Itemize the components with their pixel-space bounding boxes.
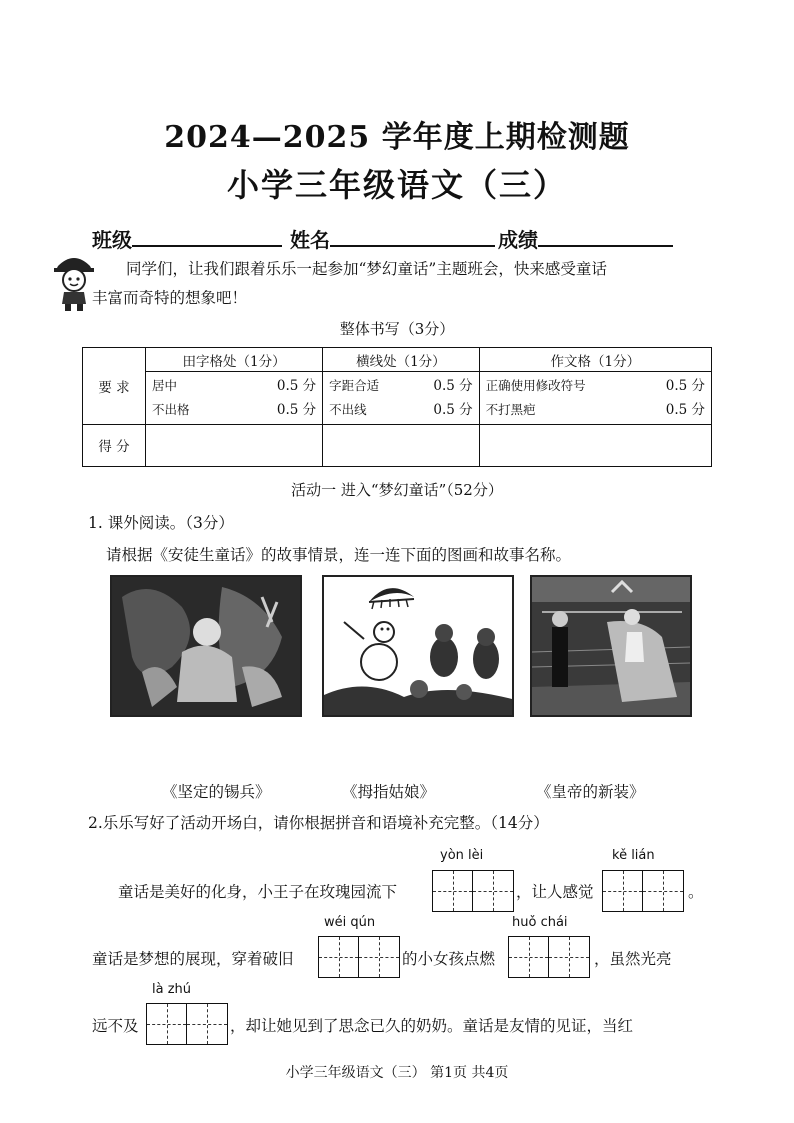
row-label-score: 得 分 xyxy=(83,424,146,466)
score-cell-line[interactable] xyxy=(323,424,480,466)
score-field xyxy=(498,224,673,253)
tianzige-lazhu[interactable] xyxy=(146,1003,228,1045)
pinyin-huochai: huǒ chái xyxy=(512,915,568,930)
intro-text-2: 丰富而奇特的想象吧！ xyxy=(92,289,248,307)
criteria-composition: 正确使用修改符号 0.5 分 不打黑疤 0.5 分 xyxy=(479,372,711,424)
score-cell-grid[interactable] xyxy=(146,424,323,466)
illustration-thumbelina[interactable] xyxy=(322,575,514,717)
writing-section-title: 整体书写（3分） xyxy=(339,320,455,338)
activity-one-title: 活动一 进入“梦幻童话”（52分） xyxy=(291,481,503,499)
writing-score-table xyxy=(82,347,712,467)
tianzige-weiqun[interactable] xyxy=(318,936,400,978)
class-label: 班级 xyxy=(92,228,132,252)
line-1-end: 。 xyxy=(688,883,704,901)
column-header-line: 横线处（1分） xyxy=(323,348,480,372)
page-footer: 小学三年级语文（三） 第1页 共4页 xyxy=(285,1065,509,1081)
intro-text: 同学们，让我们跟着乐乐一起参加“梦幻童话”主题班会，快来感受童话 xyxy=(126,260,607,278)
line-3-text-a: 远不及 xyxy=(92,1017,139,1035)
pinyin-kelian: kě lián xyxy=(612,848,655,863)
illustration-emperor-new-clothes[interactable] xyxy=(530,575,692,717)
column-header-grid: 田字格处（1分） xyxy=(146,348,323,372)
score-label: 成绩 xyxy=(498,228,538,252)
class-field xyxy=(92,224,282,253)
tianzige-kelian[interactable] xyxy=(602,870,684,912)
story-name-thumbelina[interactable]: 《拇指姑娘》 xyxy=(342,783,436,801)
illustration-tin-soldier[interactable] xyxy=(110,575,302,717)
line-1-text-b: ，让人感觉 xyxy=(516,883,594,901)
line-2-text-a: 童话是梦想的展现，穿着破旧 xyxy=(92,950,294,968)
score-cell-composition[interactable] xyxy=(479,424,711,466)
question-1-title: 1. 课外阅读。（3分） xyxy=(88,514,234,532)
score-blank[interactable] xyxy=(538,227,673,247)
name-field xyxy=(290,224,495,253)
class-blank[interactable] xyxy=(132,227,282,247)
pinyin-lazhu: là zhú xyxy=(152,982,192,997)
column-header-composition: 作文格（1分） xyxy=(479,348,711,372)
name-label: 姓名 xyxy=(290,228,330,252)
line-2-text-c: ，虽然光亮 xyxy=(594,950,672,968)
criteria-line: 字距合适 0.5 分 不出线 0.5 分 xyxy=(323,372,480,424)
pinyin-weiqun: wéi qún xyxy=(324,915,376,930)
criteria-grid: 居中 0.5 分 不出格 0.5 分 xyxy=(146,372,323,424)
mascot-icon xyxy=(50,248,98,312)
exam-subtitle: 小学三年级语文（三） xyxy=(226,166,567,204)
tianzige-yanlei[interactable] xyxy=(432,870,514,912)
line-3-text-b: ，却让她见到了思念已久的奶奶。童话是友情的见证，当红 xyxy=(230,1017,634,1035)
story-name-tin-soldier[interactable]: 《坚定的锡兵》 xyxy=(162,783,271,801)
name-blank[interactable] xyxy=(330,227,495,247)
question-1-instruction: 请根据《安徒生童话》的故事情景，连一连下面的图画和故事名称。 xyxy=(106,546,572,564)
pinyin-yanlei: yòn lèi xyxy=(440,848,484,863)
story-name-emperor[interactable]: 《皇帝的新装》 xyxy=(536,783,645,801)
line-2-text-b: 的小女孩点燃 xyxy=(402,950,496,968)
row-label-requirement: 要 求 xyxy=(83,348,146,425)
line-1-text-a: 童话是美好的化身，小王子在玫瑰园流下 xyxy=(118,883,398,901)
tianzige-huochai[interactable] xyxy=(508,936,590,978)
exam-title: 2024—2025 学年度上期检测题 xyxy=(164,120,630,155)
question-2-title: 2.乐乐写好了活动开场白，请你根据拼音和语境补充完整。（14分） xyxy=(88,814,549,832)
